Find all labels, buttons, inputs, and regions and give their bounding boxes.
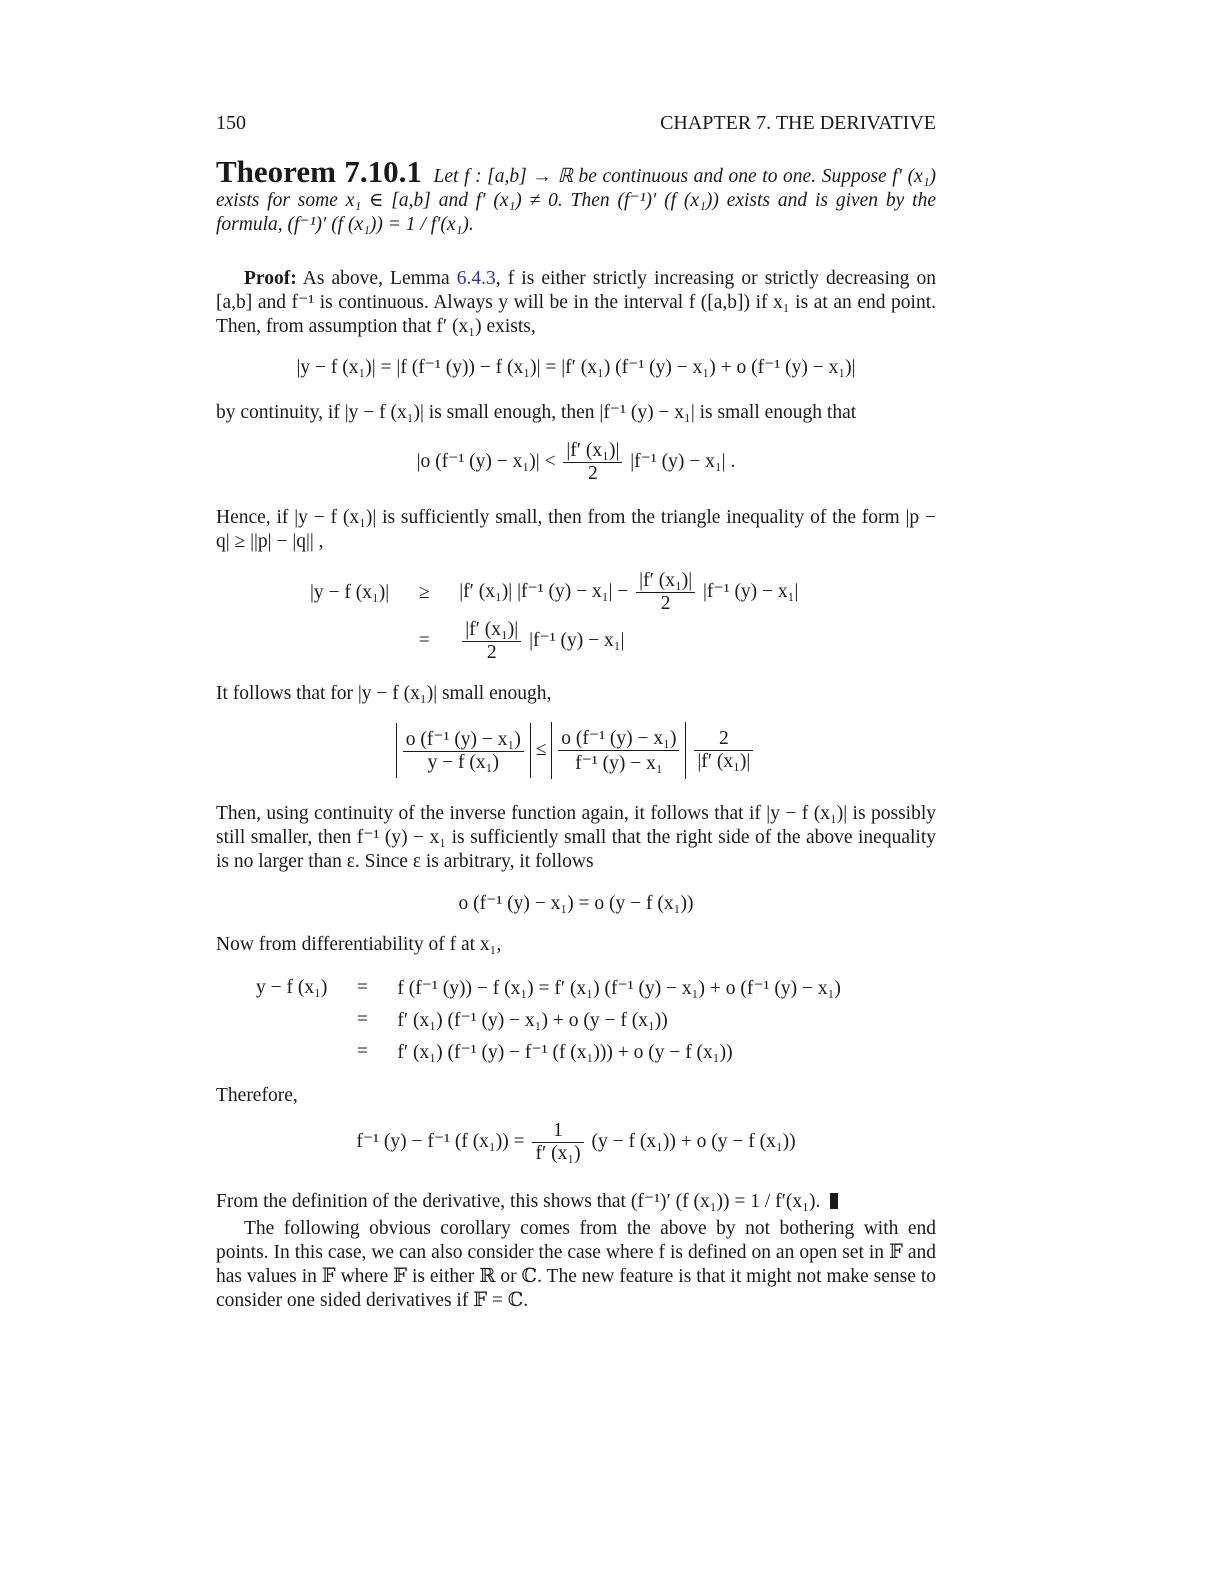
equation-3-eq: =	[418, 630, 430, 651]
equation-4-den-1: y − f (x₁)	[427, 752, 499, 773]
equation-2	[216, 440, 936, 485]
proof-paragraph-8	[216, 1190, 936, 1214]
proof-paragraph-6	[216, 933, 936, 957]
equation-4	[216, 722, 936, 779]
equation-4-num-3: 2	[694, 728, 753, 751]
proof-paragraph-3	[216, 506, 936, 554]
proof-paragraph-2	[216, 401, 936, 425]
equation-1-text: |y − f (x₁)| = |f (f⁻¹ (y)) − f (x₁)| = |f′ (x₁) (f⁻¹ (y) − x₁) + o (f⁻¹ (y) − x₁)|	[296, 357, 856, 378]
paragraph-corollary-intro	[216, 1217, 936, 1313]
proof-text-1a: As above, Lemma	[302, 268, 450, 289]
equation-3-lhs: |y − f (x₁)|	[310, 581, 390, 603]
equation-4-num-2: o (f⁻¹ (y) − x₁)	[558, 726, 679, 751]
proof-paragraph-7	[216, 1084, 936, 1108]
proof-text-6: Now from differentiability of f at x₁,	[216, 934, 502, 955]
equation-3-geq: ≥	[418, 581, 430, 603]
equation-4-fraction-3	[694, 728, 753, 773]
equation-6-eq-2: =	[356, 1009, 368, 1030]
equation-2-denominator: 2	[587, 463, 598, 484]
proof-text-3: Hence, if |y − f (x₁)| is sufficiently small, then from the triangle inequality of the form |p − q| ≥ ||p| − |q|| ,	[216, 507, 936, 552]
equation-5-text: o (f⁻¹ (y) − x₁) = o (y − f (x₁))	[458, 893, 694, 914]
equation-5	[216, 891, 936, 915]
equation-2-right: |f⁻¹ (y) − x₁| .	[630, 450, 736, 472]
equation-4-fraction-2	[558, 726, 679, 775]
proof-text-4: It follows that for |y − f (x₁)| small enough,	[216, 683, 552, 704]
theorem-line-3: formula, (f⁻¹)′ (f (x₁)) = 1 / f′(x₁).	[216, 214, 474, 235]
proof-text-9: The following obvious corollary comes from the above by not bothering with end points. In this case, we can also consider the case where f is defined on an open set in 𝔽 and has values in 𝔽 where 𝔽 is either ℝ or ℂ. The new feature is that it might not make sense to consider one sided derivatives if 𝔽 = ℂ.	[216, 1218, 936, 1311]
equation-2-fraction	[563, 440, 622, 485]
equation-2-numerator: |f′ (x₁)|	[563, 440, 622, 463]
equation-3-row2-b: |f⁻¹ (y) − x₁|	[529, 629, 625, 651]
equation-1	[216, 355, 936, 379]
equation-4-den-2: f⁻¹ (y) − x₁	[575, 753, 663, 774]
equation-2-left: |o (f⁻¹ (y) − x₁)| <	[416, 450, 556, 472]
proof-text-8: From the definition of the derivative, this shows that (f⁻¹)′ (f (x₁)) = 1 / f′(x₁).	[216, 1191, 821, 1212]
theorem-line-2: exists for some x₁ ∈ [a,b] and f′ (x₁) ≠ 0. Then (f⁻¹)′ (f (x₁)) exists and is given by the	[216, 190, 936, 211]
equation-3-row1-a: |f′ (x₁)| |f⁻¹ (y) − x₁| −	[459, 580, 629, 602]
equation-6-eq-1: =	[356, 977, 368, 998]
equation-7-fraction	[532, 1120, 583, 1165]
theorem-line-1: Let f : [a,b] → ℝ be continuous and one to one. Suppose f′ (x₁)	[433, 166, 936, 187]
equation-3-row1-fraction	[636, 570, 695, 615]
proof-label: Proof:	[244, 268, 297, 289]
proof-text-2: by continuity, if |y − f (x₁)| is small enough, then |f⁻¹ (y) − x₁| is small enough that	[216, 402, 857, 423]
theorem-7-10-1	[216, 154, 936, 237]
proof-paragraph-5	[216, 802, 936, 874]
proof-paragraph-1	[216, 267, 936, 339]
equation-6-row-3: f′ (x₁) (f⁻¹ (y) − f⁻¹ (f (x₁))) + o (y − f (x₁))	[397, 1042, 733, 1063]
equation-6-lhs: y − f (x₁)	[256, 977, 328, 998]
equation-7-left: f⁻¹ (y) − f⁻¹ (f (x₁)) =	[356, 1130, 525, 1152]
proof-text-1b: , f is either strictly increasing or strictly decreasing on [a,b] and f⁻¹ is continuous. Always y will be in the interval f ([a,b]) if x₁ is at an end point. Then, from assumption that f′ (x₁) exists,	[216, 268, 936, 337]
equation-4-abs-left	[396, 723, 531, 778]
chapter-title: CHAPTER 7. THE DERIVATIVE	[660, 112, 936, 134]
equation-3-row2-fraction	[462, 619, 521, 664]
page-number: 150	[216, 112, 246, 134]
theorem-label: Theorem 7.10.1	[216, 154, 422, 189]
equation-4-abs-right	[551, 722, 686, 779]
equation-3-aligned	[300, 570, 808, 667]
equation-4-den-3: |f′ (x₁)|	[697, 751, 751, 772]
equation-4-fraction-1	[403, 727, 524, 774]
proof-paragraph-4	[216, 682, 936, 706]
proof-text-5: Then, using continuity of the inverse function again, it follows that if |y − f (x₁)| is possibly still smaller, then f⁻¹ (y) − x₁ is sufficiently small that the right side of the above inequality is no larger than ε. Since ε is arbitrary, it follows	[216, 803, 936, 872]
equation-3-row1-b: |f⁻¹ (y) − x₁|	[703, 580, 799, 602]
equation-7	[216, 1120, 936, 1165]
equation-4-num-1: o (f⁻¹ (y) − x₁)	[403, 727, 524, 752]
equation-3-row1-numerator: |f′ (x₁)|	[636, 570, 695, 593]
qed-square-icon	[830, 1193, 838, 1209]
equation-6-eq-3: =	[356, 1041, 368, 1062]
equation-3-row2-numerator: |f′ (x₁)|	[462, 619, 521, 642]
equation-7-denominator: f′ (x₁)	[535, 1143, 581, 1164]
lemma-link[interactable]: 6.4.3	[456, 268, 496, 289]
equation-7-numerator: 1	[532, 1120, 583, 1143]
equation-7-right: (y − f (x₁)) + o (y − f (x₁))	[591, 1130, 796, 1152]
equation-4-leq: ≤	[535, 738, 547, 760]
equation-3-row1-denominator: 2	[660, 593, 671, 614]
proof-text-7: Therefore,	[216, 1085, 298, 1106]
equation-6-row-2: f′ (x₁) (f⁻¹ (y) − x₁) + o (y − f (x₁))	[397, 1010, 668, 1031]
equation-6-row-1: f (f⁻¹ (y)) − f (x₁) = f′ (x₁) (f⁻¹ (y) − x₁) + o (f⁻¹ (y) − x₁)	[397, 978, 841, 999]
equation-3-row2-denominator: 2	[486, 641, 497, 663]
equation-6-aligned	[246, 972, 851, 1068]
